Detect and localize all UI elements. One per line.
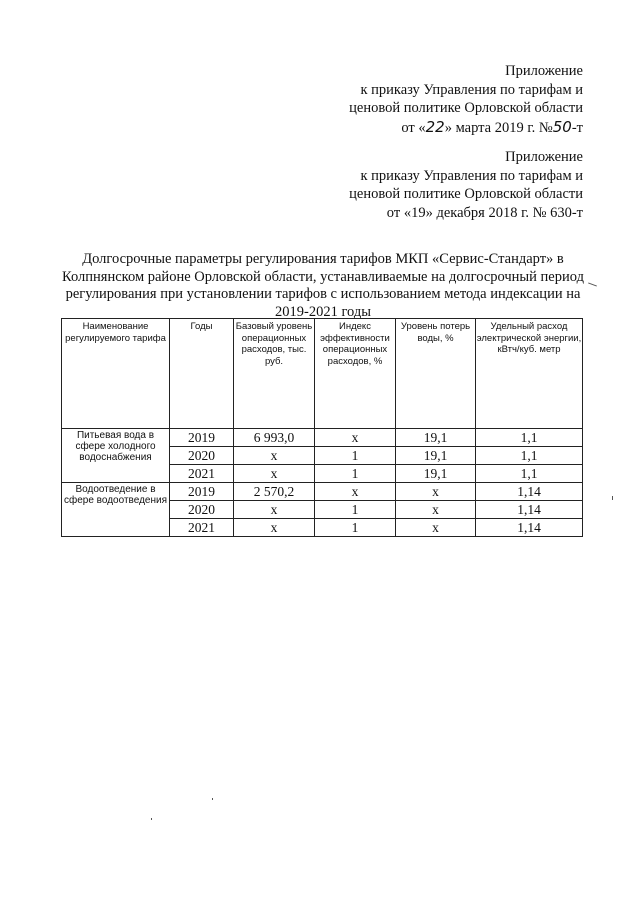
year-cell: 2021 (170, 519, 234, 537)
scan-speck (212, 798, 213, 800)
header-date-line (349, 118, 583, 138)
header-line: к приказу Управления по тарифам и (360, 81, 583, 98)
energy-consumption-cell: 1,14 (476, 519, 583, 537)
column-header-years: Годы (170, 319, 234, 429)
efficiency-index-cell: 1 (315, 465, 396, 483)
tariff-parameters-table (61, 318, 583, 537)
column-header-tariff: Наименование регулируемого тарифа (62, 319, 170, 429)
water-losses-cell: 19,1 (396, 447, 476, 465)
base-costs-cell: 2 570,2 (234, 483, 315, 501)
column-header-water-losses: Уровень потерь воды, % (396, 319, 476, 429)
table-row (62, 483, 583, 501)
order-suffix: -т (571, 119, 583, 136)
document-title: Долгосрочные параметры регулирования тарифов МКП «Сервис-Стандарт» в Колпнянском районе Орловской области, устанавливаемые на долгосрочный период регулирования при установлении тарифов с использованием метода индексации на 2019-2021 годы (62, 251, 584, 320)
efficiency-index-cell: 1 (315, 501, 396, 519)
water-losses-cell: х (396, 519, 476, 537)
year-cell: 2019 (170, 483, 234, 501)
scan-speck (612, 496, 613, 500)
table-row (62, 429, 583, 447)
scan-speck (151, 818, 152, 820)
header-block-current-order (349, 62, 583, 137)
date-middle: » марта 2019 г. № (444, 119, 553, 136)
header-line: от «19» декабря 2018 г. № 630-т (386, 204, 583, 221)
water-losses-cell: х (396, 483, 476, 501)
year-cell: 2020 (170, 501, 234, 519)
column-header-energy-consumption: Удельный расход электрической энергии, кВтч/куб. метр (476, 319, 583, 429)
handwritten-day: 22 (425, 117, 445, 136)
service-name-cell: Водоотведение в сфере водоотведения (62, 483, 170, 537)
handwritten-order-number: 50 (552, 117, 572, 136)
efficiency-index-cell: х (315, 483, 396, 501)
base-costs-cell: х (234, 501, 315, 519)
water-losses-cell: 19,1 (396, 465, 476, 483)
energy-consumption-cell: 1,14 (476, 483, 583, 501)
year-cell: 2019 (170, 429, 234, 447)
scan-speck (588, 282, 597, 286)
header-line: ценовой политике Орловской области (349, 186, 583, 202)
energy-consumption-cell: 1,14 (476, 501, 583, 519)
efficiency-index-cell: 1 (315, 519, 396, 537)
year-cell: 2020 (170, 447, 234, 465)
header-line: к приказу Управления по тарифам и (360, 167, 583, 184)
date-prefix: от « (401, 119, 426, 136)
base-costs-cell: х (234, 447, 315, 465)
water-losses-cell: 19,1 (396, 429, 476, 447)
efficiency-index-cell: 1 (315, 447, 396, 465)
base-costs-cell: 6 993,0 (234, 429, 315, 447)
column-header-efficiency-index: Индекс эффективности операционных расходов, % (315, 319, 396, 429)
water-losses-cell: х (396, 501, 476, 519)
energy-consumption-cell: 1,1 (476, 429, 583, 447)
header-line: ценовой политике Орловской области (349, 100, 583, 116)
base-costs-cell: х (234, 519, 315, 537)
year-cell: 2021 (170, 465, 234, 483)
column-header-base-costs: Базовый уровень операционных расходов, тыс. руб. (234, 319, 315, 429)
header-line: Приложение (505, 63, 583, 79)
header-line: Приложение (505, 149, 583, 165)
header-block-original-order (349, 148, 583, 222)
energy-consumption-cell: 1,1 (476, 465, 583, 483)
base-costs-cell: х (234, 465, 315, 483)
energy-consumption-cell: 1,1 (476, 447, 583, 465)
table-header-row (62, 319, 583, 429)
efficiency-index-cell: х (315, 429, 396, 447)
service-name-cell: Питьевая вода в сфере холодного водоснабжения (62, 429, 170, 483)
